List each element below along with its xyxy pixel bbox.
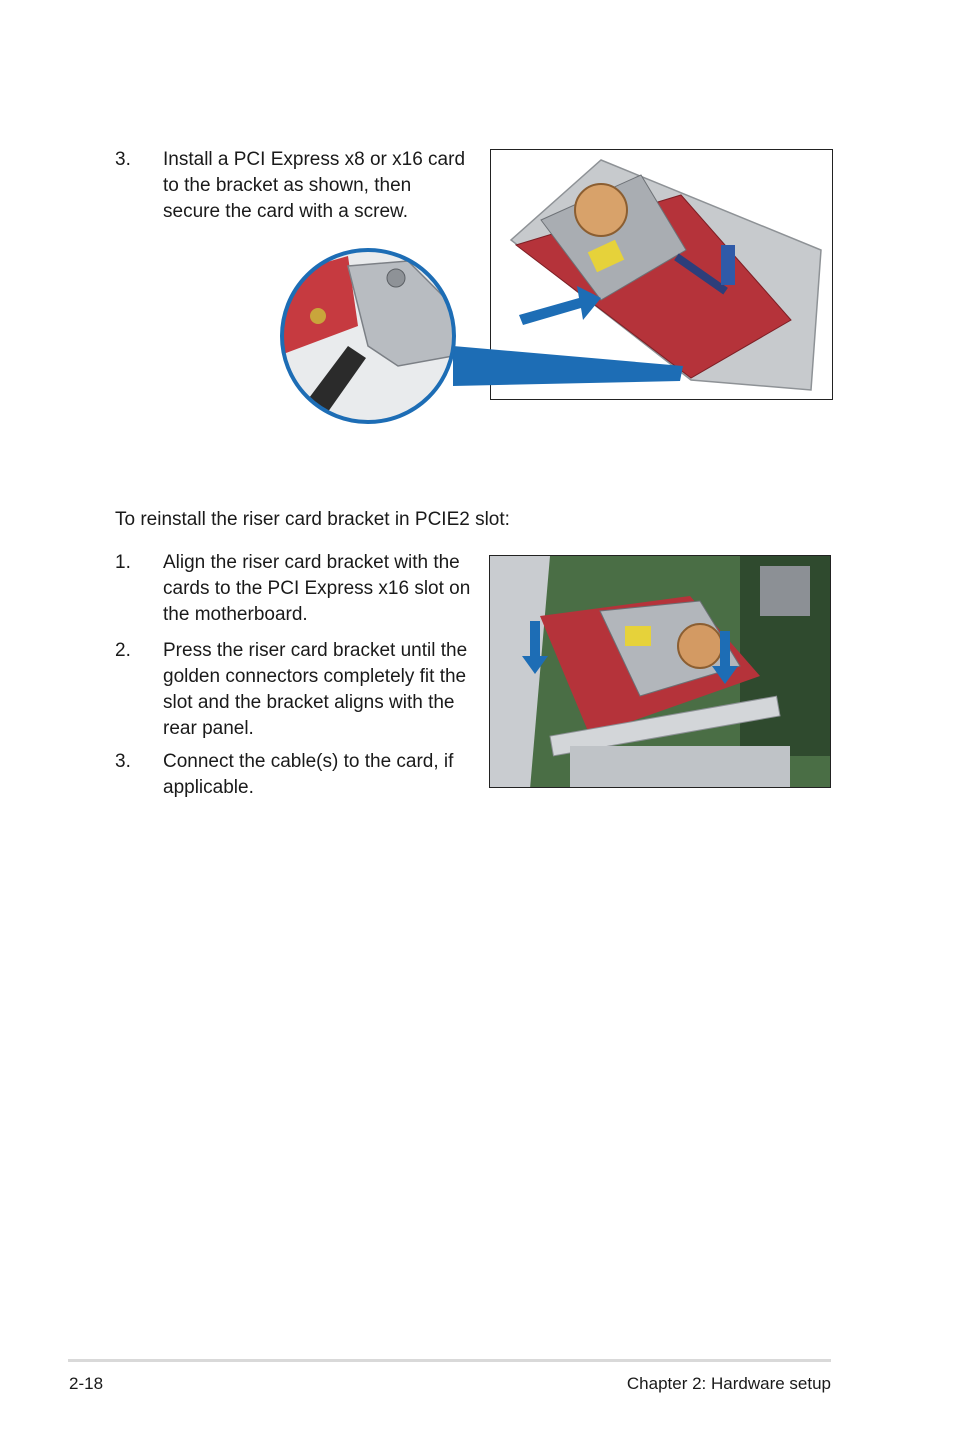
card-fan	[678, 624, 722, 668]
blue-connector	[721, 245, 735, 285]
chapter-title: Chapter 2: Hardware setup	[626, 1374, 831, 1393]
zoom-screw-hole	[310, 308, 326, 324]
step-number: 1.	[115, 552, 131, 573]
step-number: 2.	[115, 640, 131, 661]
step-text: Press the riser card bracket until the golden connectors completely fit the slot and the bracket aligns with the rear panel.	[163, 640, 468, 739]
step-text: Align the riser card bracket with the cards to the PCI Express x16 slot on the motherboard.	[163, 552, 471, 625]
callout-connector	[453, 346, 683, 386]
step-text: Connect the cable(s) to the card, if applicable.	[163, 751, 454, 798]
bracket-install-illustration	[490, 556, 831, 788]
step-number: 3.	[115, 149, 131, 170]
cooling-fan	[575, 184, 627, 236]
section-intro: To reinstall the riser card bracket in PCIE2 slot:	[115, 509, 510, 530]
card-sticker	[625, 626, 651, 646]
figure-bracket-install	[489, 555, 831, 788]
magnifier-callout	[278, 246, 698, 428]
psu-cover	[570, 746, 790, 788]
page-number: 2-18	[69, 1374, 104, 1393]
step-number: 3.	[115, 751, 131, 772]
step-text: Install a PCI Express x8 or x16 card to the bracket as shown, then secure the card with a screw.	[163, 149, 466, 222]
zoom-screw	[387, 269, 405, 287]
cpu-socket	[760, 566, 810, 616]
footer-rule	[68, 1359, 831, 1362]
